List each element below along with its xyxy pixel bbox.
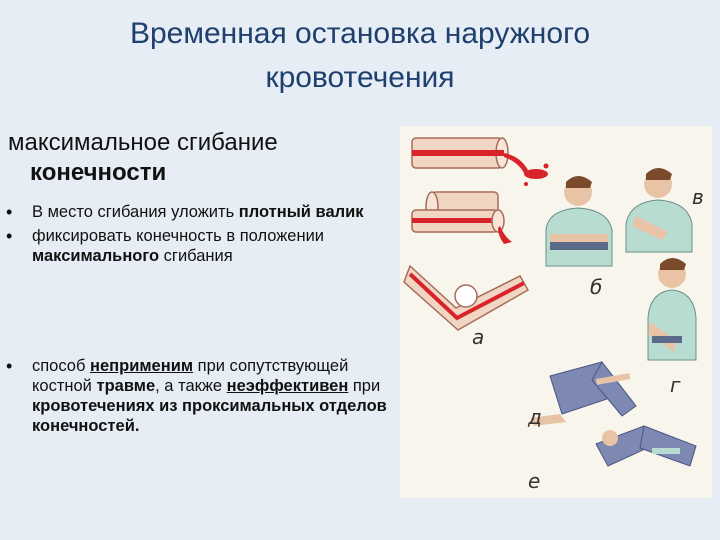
bullet-text-part: неэффективен (226, 377, 349, 395)
slide-title (60, 12, 660, 100)
bullet-text-part: В место сгибания уложить (32, 203, 239, 221)
bullet-text-part: фиксировать конечность в положении (32, 227, 325, 245)
knee-flexion-drawing (527, 362, 636, 429)
flexion-illustration (400, 126, 712, 498)
bullet-text-part: кровотечениях из проксимальных отделов конечностей. (32, 397, 387, 435)
label-g: г (670, 373, 681, 397)
method-heading-line-1: максимальное сгибание (8, 129, 278, 156)
arm-flexion-side-view (648, 258, 696, 397)
bullet-marker: • (6, 202, 13, 222)
bullet-text (32, 226, 402, 266)
title-line-1: Временная остановка наружного (129, 17, 591, 50)
arm-flexion-back-view (546, 176, 612, 299)
limitations-list (6, 356, 402, 440)
compressed-vessel-drawing (412, 192, 512, 244)
bent-vessel-drawing (404, 266, 528, 349)
arm-flexion-front-view (626, 168, 704, 252)
label-e: е (528, 469, 541, 493)
label-a: а (472, 325, 485, 349)
bullet-text (32, 356, 402, 436)
label-b: б (590, 275, 603, 299)
bullet-text-part: травме (96, 377, 156, 395)
hip-flexion-drawing (528, 426, 696, 493)
bullet-text-part: при сопутствующей костной (32, 357, 349, 395)
bullet-item (6, 202, 402, 222)
illustration-svg (400, 126, 712, 498)
bullet-text-part: способ (32, 357, 91, 375)
label-v: в (692, 185, 704, 209)
bullet-text-part: , а также (155, 377, 227, 395)
bullet-text (32, 202, 402, 222)
bullet-marker: • (6, 356, 13, 376)
bullet-text-part: максимального (32, 247, 160, 265)
instruction-list (6, 202, 402, 270)
bullet-marker: • (6, 226, 13, 246)
bullet-text-part: сгибания (159, 247, 233, 265)
bullet-text-part: при (348, 377, 381, 395)
bullet-text-part: неприменим (90, 357, 194, 375)
bullet-item (6, 226, 402, 266)
bullet-item (6, 356, 402, 436)
title-line-2: кровотечения (265, 61, 455, 94)
bullet-text-part: плотный валик (238, 203, 364, 221)
label-d: д (528, 405, 542, 429)
method-heading (8, 128, 398, 188)
method-heading-line-2: конечности (30, 159, 167, 186)
cut-vessel-drawing (412, 138, 549, 186)
